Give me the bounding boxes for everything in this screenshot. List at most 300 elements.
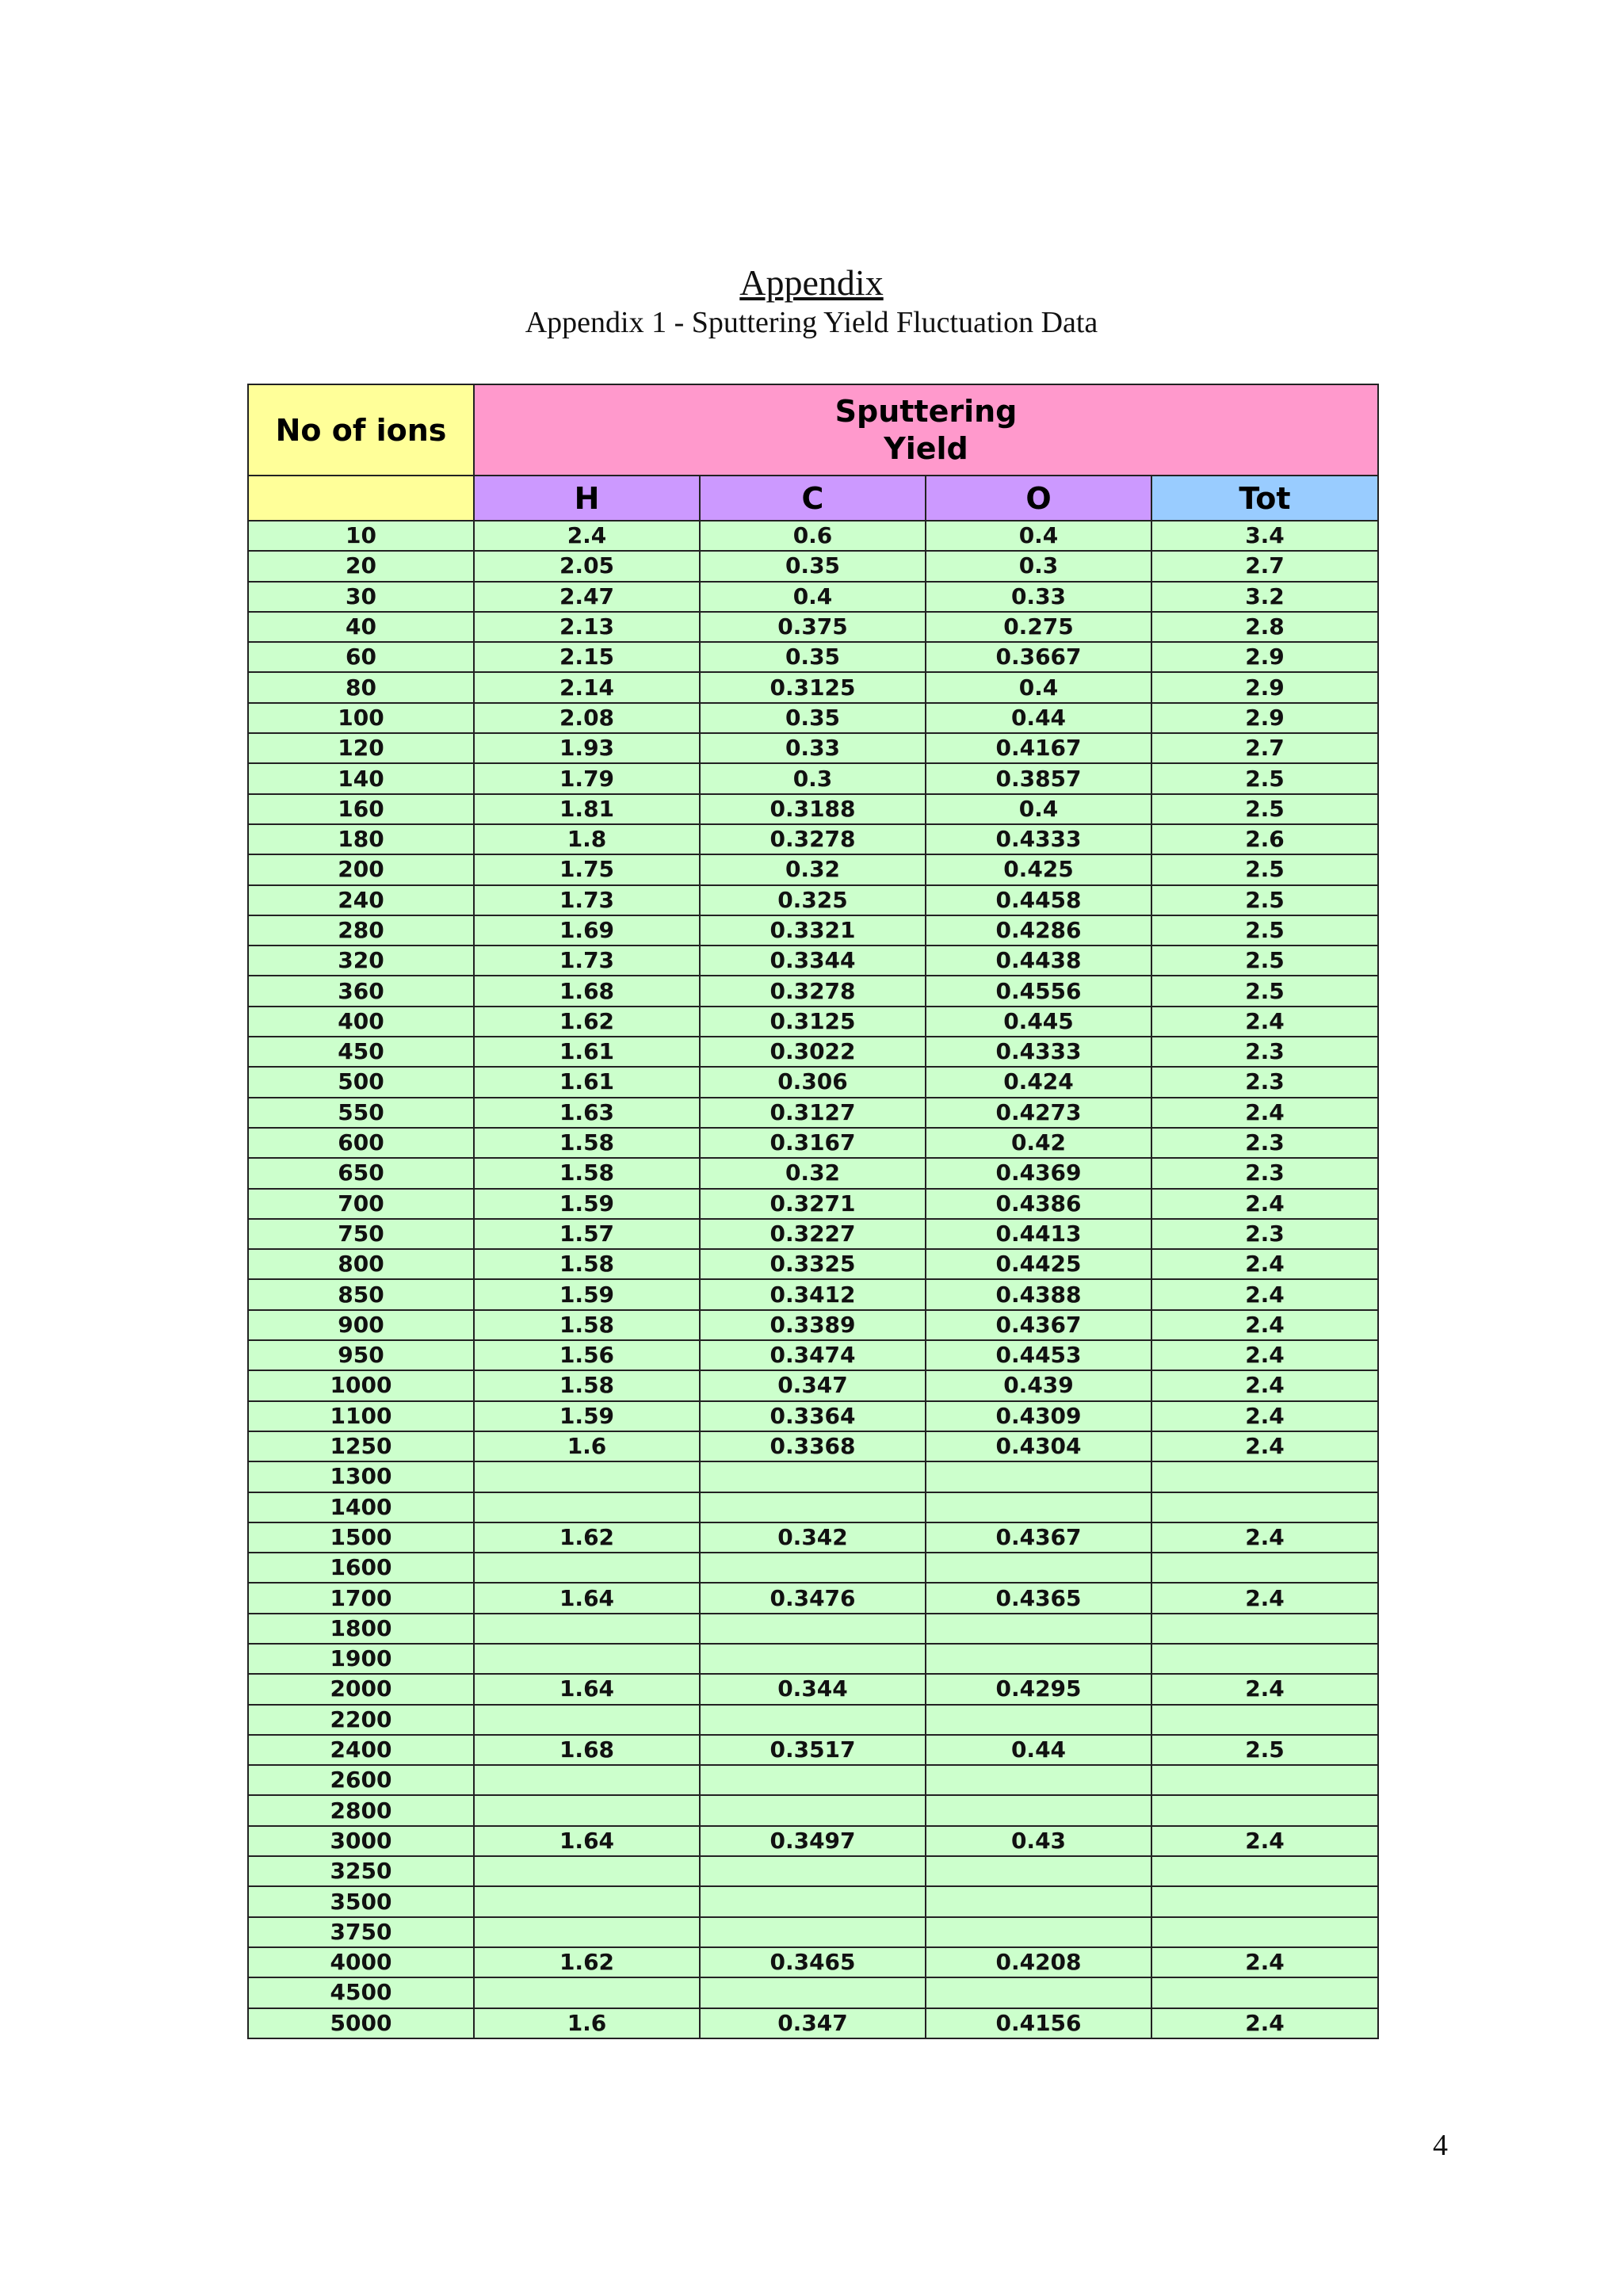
- cell-ions: 3250: [248, 1856, 474, 1886]
- table-row: [248, 1917, 1378, 1947]
- cell-h: 1.62: [474, 1947, 700, 1977]
- cell-h: 1.6: [474, 1431, 700, 1461]
- table-row: [248, 642, 1378, 672]
- cell-h: 1.58: [474, 1310, 700, 1340]
- cell-tot: 2.4: [1151, 1249, 1378, 1279]
- cell-tot: 2.7: [1151, 733, 1378, 763]
- cell-tot: 2.4: [1151, 2008, 1378, 2038]
- cell-c: 0.3517: [700, 1735, 926, 1765]
- cell-tot: 2.4: [1151, 1310, 1378, 1340]
- table-row: [248, 2008, 1378, 2038]
- cell-tot: [1151, 1917, 1378, 1947]
- cell-o: [926, 1765, 1151, 1795]
- cell-ions: 900: [248, 1310, 474, 1340]
- cell-tot: 2.5: [1151, 885, 1378, 915]
- cell-c: 0.325: [700, 885, 926, 915]
- cell-o: 0.275: [926, 612, 1151, 642]
- cell-tot: 2.4: [1151, 1431, 1378, 1461]
- cell-ions: 3500: [248, 1886, 474, 1916]
- cell-ions: 4500: [248, 1977, 474, 2008]
- cell-ions: 1100: [248, 1401, 474, 1431]
- cell-o: 0.4365: [926, 1583, 1151, 1613]
- cell-tot: 2.3: [1151, 1158, 1378, 1188]
- cell-c: [700, 1856, 926, 1886]
- cell-ions: 360: [248, 976, 474, 1006]
- cell-o: 0.43: [926, 1826, 1151, 1856]
- table-row: [248, 1461, 1378, 1492]
- cell-h: 1.64: [474, 1674, 700, 1704]
- table-row: [248, 1795, 1378, 1825]
- cell-c: 0.3389: [700, 1310, 926, 1340]
- cell-o: [926, 1461, 1151, 1492]
- cell-c: 0.3412: [700, 1279, 926, 1309]
- cell-c: [700, 1644, 926, 1674]
- cell-c: [700, 1553, 926, 1583]
- cell-tot: [1151, 1795, 1378, 1825]
- cell-ions: 30: [248, 582, 474, 612]
- page-subheading: Appendix 1 - Sputtering Yield Fluctuation Data: [525, 306, 1098, 339]
- cell-ions: 320: [248, 946, 474, 976]
- table-header-row: [248, 384, 1378, 476]
- cell-ions: 850: [248, 1279, 474, 1309]
- table-row: [248, 854, 1378, 884]
- cell-h: 1.8: [474, 824, 700, 854]
- cell-o: [926, 1977, 1151, 2008]
- table-row: [248, 1340, 1378, 1370]
- cell-c: 0.3278: [700, 824, 926, 854]
- table-row: [248, 1067, 1378, 1097]
- table-row: [248, 824, 1378, 854]
- cell-o: 0.439: [926, 1370, 1151, 1400]
- cell-o: 0.4425: [926, 1249, 1151, 1279]
- cell-o: 0.4295: [926, 1674, 1151, 1704]
- table-row: [248, 1219, 1378, 1249]
- cell-o: [926, 1795, 1151, 1825]
- cell-h: [474, 1553, 700, 1583]
- cell-c: 0.35: [700, 551, 926, 581]
- cell-o: 0.4286: [926, 915, 1151, 946]
- cell-o: [926, 1917, 1151, 1947]
- cell-h: 1.69: [474, 915, 700, 946]
- page-number: 4: [1433, 2129, 1448, 2162]
- cell-tot: 2.3: [1151, 1067, 1378, 1097]
- cell-o: 0.4: [926, 672, 1151, 702]
- cell-tot: 2.4: [1151, 1583, 1378, 1613]
- table-row: [248, 1735, 1378, 1765]
- cell-h: 1.62: [474, 1522, 700, 1553]
- cell-c: 0.3022: [700, 1037, 926, 1067]
- table-row: [248, 1158, 1378, 1188]
- table-row: [248, 672, 1378, 702]
- cell-o: [926, 1492, 1151, 1522]
- cell-c: 0.3321: [700, 915, 926, 946]
- cell-c: [700, 1461, 926, 1492]
- table-row: [248, 1765, 1378, 1795]
- cell-c: 0.347: [700, 2008, 926, 2038]
- cell-tot: 2.4: [1151, 1189, 1378, 1219]
- cell-c: 0.3476: [700, 1583, 926, 1613]
- cell-tot: [1151, 1644, 1378, 1674]
- cell-c: 0.347: [700, 1370, 926, 1400]
- cell-c: [700, 1614, 926, 1644]
- cell-h: 2.47: [474, 582, 700, 612]
- cell-c: 0.375: [700, 612, 926, 642]
- cell-h: 1.58: [474, 1370, 700, 1400]
- cell-o: 0.33: [926, 582, 1151, 612]
- cell-o: [926, 1705, 1151, 1735]
- table-row: [248, 1583, 1378, 1613]
- cell-o: [926, 1614, 1151, 1644]
- cell-tot: [1151, 1705, 1378, 1735]
- cell-h: 2.08: [474, 703, 700, 733]
- cell-ions: 1600: [248, 1553, 474, 1583]
- cell-o: 0.4167: [926, 733, 1151, 763]
- cell-tot: 2.7: [1151, 551, 1378, 581]
- cell-ions: 3750: [248, 1917, 474, 1947]
- cell-o: 0.44: [926, 703, 1151, 733]
- cell-c: 0.3465: [700, 1947, 926, 1977]
- cell-c: 0.3: [700, 763, 926, 793]
- cell-c: 0.32: [700, 854, 926, 884]
- cell-h: 1.59: [474, 1401, 700, 1431]
- cell-c: 0.3271: [700, 1189, 926, 1219]
- cell-tot: 2.9: [1151, 672, 1378, 702]
- table-subheader-row: [248, 476, 1378, 521]
- table-row: [248, 1189, 1378, 1219]
- cell-o: 0.4367: [926, 1310, 1151, 1340]
- cell-c: 0.3188: [700, 794, 926, 824]
- cell-o: 0.4369: [926, 1158, 1151, 1188]
- table-row: [248, 1037, 1378, 1067]
- cell-o: 0.4273: [926, 1098, 1151, 1128]
- cell-o: 0.4208: [926, 1947, 1151, 1977]
- cell-tot: 3.2: [1151, 582, 1378, 612]
- cell-h: 1.79: [474, 763, 700, 793]
- cell-tot: 2.4: [1151, 1007, 1378, 1037]
- cell-c: 0.3227: [700, 1219, 926, 1249]
- cell-ions: 1250: [248, 1431, 474, 1461]
- cell-ions: 1900: [248, 1644, 474, 1674]
- table-row: [248, 915, 1378, 946]
- cell-o: 0.445: [926, 1007, 1151, 1037]
- cell-ions: 160: [248, 794, 474, 824]
- cell-o: [926, 1886, 1151, 1916]
- cell-ions: 60: [248, 642, 474, 672]
- cell-h: 1.93: [474, 733, 700, 763]
- cell-o: 0.42: [926, 1128, 1151, 1158]
- cell-ions: 2200: [248, 1705, 474, 1735]
- cell-h: 1.64: [474, 1583, 700, 1613]
- table-row: [248, 794, 1378, 824]
- table-row: [248, 521, 1378, 551]
- cell-h: 2.13: [474, 612, 700, 642]
- cell-tot: 2.8: [1151, 612, 1378, 642]
- cell-tot: 2.6: [1151, 824, 1378, 854]
- cell-ions: 1700: [248, 1583, 474, 1613]
- cell-h: [474, 1614, 700, 1644]
- cell-ions: 2600: [248, 1765, 474, 1795]
- table-row: [248, 1826, 1378, 1856]
- cell-tot: 2.5: [1151, 763, 1378, 793]
- cell-ions: 2400: [248, 1735, 474, 1765]
- cell-ions: 1300: [248, 1461, 474, 1492]
- cell-h: 1.58: [474, 1128, 700, 1158]
- cell-tot: 2.9: [1151, 703, 1378, 733]
- cell-o: 0.3857: [926, 763, 1151, 793]
- cell-o: 0.3: [926, 551, 1151, 581]
- header-sputtering-yield: [474, 384, 1378, 476]
- cell-ions: 800: [248, 1249, 474, 1279]
- cell-h: 1.56: [474, 1340, 700, 1370]
- cell-tot: 2.4: [1151, 1340, 1378, 1370]
- table-row: [248, 1674, 1378, 1704]
- cell-ions: 20: [248, 551, 474, 581]
- header-yield-line1: Sputtering: [834, 393, 1018, 429]
- cell-h: 1.81: [474, 794, 700, 824]
- cell-ions: 600: [248, 1128, 474, 1158]
- cell-h: 1.62: [474, 1007, 700, 1037]
- cell-tot: [1151, 1492, 1378, 1522]
- table-row: [248, 1856, 1378, 1886]
- cell-h: 1.75: [474, 854, 700, 884]
- cell-tot: 2.4: [1151, 1947, 1378, 1977]
- table-row: [248, 1553, 1378, 1583]
- table-row: [248, 1705, 1378, 1735]
- cell-tot: 2.5: [1151, 915, 1378, 946]
- cell-ions: 1000: [248, 1370, 474, 1400]
- cell-o: [926, 1856, 1151, 1886]
- cell-ions: 450: [248, 1037, 474, 1067]
- cell-ions: 1500: [248, 1522, 474, 1553]
- cell-tot: 2.4: [1151, 1370, 1378, 1400]
- cell-ions: 500: [248, 1067, 474, 1097]
- cell-o: 0.4333: [926, 1037, 1151, 1067]
- table-row: [248, 1886, 1378, 1916]
- cell-ions: 550: [248, 1098, 474, 1128]
- cell-o: 0.4333: [926, 824, 1151, 854]
- cell-c: 0.344: [700, 1674, 926, 1704]
- table-row: [248, 1977, 1378, 2008]
- column-header-tot: Tot: [1151, 476, 1378, 521]
- cell-tot: [1151, 1614, 1378, 1644]
- cell-tot: [1151, 1461, 1378, 1492]
- cell-ions: 10: [248, 521, 474, 551]
- cell-c: 0.342: [700, 1522, 926, 1553]
- cell-h: 2.05: [474, 551, 700, 581]
- table-row: [248, 551, 1378, 581]
- cell-tot: 2.3: [1151, 1037, 1378, 1067]
- cell-ions: 400: [248, 1007, 474, 1037]
- cell-h: [474, 1917, 700, 1947]
- cell-h: 1.68: [474, 976, 700, 1006]
- table-row: [248, 1310, 1378, 1340]
- cell-c: 0.3125: [700, 672, 926, 702]
- cell-o: 0.4367: [926, 1522, 1151, 1553]
- cell-ions: 1800: [248, 1614, 474, 1644]
- cell-h: 1.59: [474, 1279, 700, 1309]
- cell-tot: 2.4: [1151, 1098, 1378, 1128]
- table-row: [248, 703, 1378, 733]
- cell-h: [474, 1644, 700, 1674]
- table-row: [248, 733, 1378, 763]
- table-row: [248, 763, 1378, 793]
- cell-o: 0.44: [926, 1735, 1151, 1765]
- cell-ions: 1400: [248, 1492, 474, 1522]
- table-row: [248, 1370, 1378, 1400]
- cell-tot: 2.5: [1151, 854, 1378, 884]
- page-heading: Appendix: [739, 262, 884, 303]
- cell-o: 0.4458: [926, 885, 1151, 915]
- cell-h: 2.15: [474, 642, 700, 672]
- cell-o: [926, 1553, 1151, 1583]
- table-row: [248, 1401, 1378, 1431]
- table-row: [248, 976, 1378, 1006]
- cell-c: [700, 1977, 926, 2008]
- cell-c: [700, 1492, 926, 1522]
- cell-h: 2.4: [474, 521, 700, 551]
- cell-h: [474, 1461, 700, 1492]
- cell-tot: 2.4: [1151, 1279, 1378, 1309]
- cell-o: 0.425: [926, 854, 1151, 884]
- cell-ions: 40: [248, 612, 474, 642]
- column-header-c: C: [700, 476, 926, 521]
- cell-h: 1.58: [474, 1249, 700, 1279]
- cell-tot: [1151, 1856, 1378, 1886]
- cell-tot: 2.5: [1151, 794, 1378, 824]
- cell-c: 0.6: [700, 521, 926, 551]
- cell-ions: 3000: [248, 1826, 474, 1856]
- cell-c: 0.3368: [700, 1431, 926, 1461]
- cell-h: 1.58: [474, 1158, 700, 1188]
- cell-o: 0.4: [926, 521, 1151, 551]
- cell-c: 0.3344: [700, 946, 926, 976]
- header-yield-line2: Yield: [884, 430, 968, 466]
- cell-c: 0.4: [700, 582, 926, 612]
- cell-c: [700, 1705, 926, 1735]
- table-row: [248, 1098, 1378, 1128]
- table-body: [248, 521, 1378, 2038]
- cell-ions: 180: [248, 824, 474, 854]
- cell-ions: 4000: [248, 1947, 474, 1977]
- table-row: [248, 946, 1378, 976]
- cell-tot: 2.3: [1151, 1219, 1378, 1249]
- cell-c: [700, 1765, 926, 1795]
- cell-ions: 2000: [248, 1674, 474, 1704]
- cell-c: 0.3278: [700, 976, 926, 1006]
- cell-o: 0.4388: [926, 1279, 1151, 1309]
- cell-h: 1.61: [474, 1067, 700, 1097]
- cell-c: 0.3474: [700, 1340, 926, 1370]
- header-no-of-ions: No of ions: [248, 384, 474, 476]
- cell-c: 0.35: [700, 703, 926, 733]
- table-row: [248, 1947, 1378, 1977]
- cell-h: 1.63: [474, 1098, 700, 1128]
- cell-h: 1.57: [474, 1219, 700, 1249]
- cell-c: 0.306: [700, 1067, 926, 1097]
- cell-o: 0.4556: [926, 976, 1151, 1006]
- cell-c: [700, 1917, 926, 1947]
- cell-o: 0.4: [926, 794, 1151, 824]
- cell-h: 1.61: [474, 1037, 700, 1067]
- cell-ions: 120: [248, 733, 474, 763]
- cell-h: [474, 1886, 700, 1916]
- cell-h: [474, 1492, 700, 1522]
- cell-h: [474, 1977, 700, 2008]
- table-row: [248, 1644, 1378, 1674]
- cell-tot: 3.4: [1151, 521, 1378, 551]
- cell-tot: 2.5: [1151, 1735, 1378, 1765]
- cell-c: [700, 1886, 926, 1916]
- column-header-h: H: [474, 476, 700, 521]
- cell-h: 1.6: [474, 2008, 700, 2038]
- cell-tot: [1151, 1886, 1378, 1916]
- cell-h: [474, 1705, 700, 1735]
- cell-c: 0.35: [700, 642, 926, 672]
- cell-o: 0.4156: [926, 2008, 1151, 2038]
- cell-c: 0.32: [700, 1158, 926, 1188]
- table-row: [248, 612, 1378, 642]
- cell-h: [474, 1856, 700, 1886]
- cell-ions: 140: [248, 763, 474, 793]
- table-row: [248, 1614, 1378, 1644]
- cell-ions: 280: [248, 915, 474, 946]
- cell-tot: [1151, 1977, 1378, 2008]
- cell-o: 0.4438: [926, 946, 1151, 976]
- cell-c: 0.3364: [700, 1401, 926, 1431]
- table-row: [248, 1128, 1378, 1158]
- subheader-blank: [248, 476, 474, 521]
- cell-tot: [1151, 1553, 1378, 1583]
- cell-o: 0.4386: [926, 1189, 1151, 1219]
- cell-tot: 2.5: [1151, 946, 1378, 976]
- cell-h: 1.59: [474, 1189, 700, 1219]
- cell-ions: 2800: [248, 1795, 474, 1825]
- cell-h: 1.73: [474, 885, 700, 915]
- cell-ions: 200: [248, 854, 474, 884]
- cell-o: 0.4304: [926, 1431, 1151, 1461]
- cell-tot: 2.3: [1151, 1128, 1378, 1158]
- cell-o: 0.4309: [926, 1401, 1151, 1431]
- table-row: [248, 1492, 1378, 1522]
- cell-c: [700, 1795, 926, 1825]
- cell-tot: 2.5: [1151, 976, 1378, 1006]
- cell-h: 2.14: [474, 672, 700, 702]
- cell-h: 1.64: [474, 1826, 700, 1856]
- table-row: [248, 1279, 1378, 1309]
- cell-tot: [1151, 1765, 1378, 1795]
- cell-c: 0.3325: [700, 1249, 926, 1279]
- cell-o: [926, 1644, 1151, 1674]
- table-row: [248, 582, 1378, 612]
- cell-c: 0.3167: [700, 1128, 926, 1158]
- cell-c: 0.3127: [700, 1098, 926, 1128]
- cell-h: [474, 1795, 700, 1825]
- table-row: [248, 1249, 1378, 1279]
- cell-ions: 650: [248, 1158, 474, 1188]
- cell-ions: 700: [248, 1189, 474, 1219]
- cell-tot: 2.4: [1151, 1522, 1378, 1553]
- cell-tot: 2.4: [1151, 1826, 1378, 1856]
- cell-c: 0.3497: [700, 1826, 926, 1856]
- column-header-o: O: [926, 476, 1151, 521]
- cell-o: 0.4453: [926, 1340, 1151, 1370]
- table-row: [248, 885, 1378, 915]
- cell-ions: 100: [248, 703, 474, 733]
- cell-ions: 750: [248, 1219, 474, 1249]
- cell-h: [474, 1765, 700, 1795]
- cell-tot: 2.4: [1151, 1674, 1378, 1704]
- cell-h: 1.73: [474, 946, 700, 976]
